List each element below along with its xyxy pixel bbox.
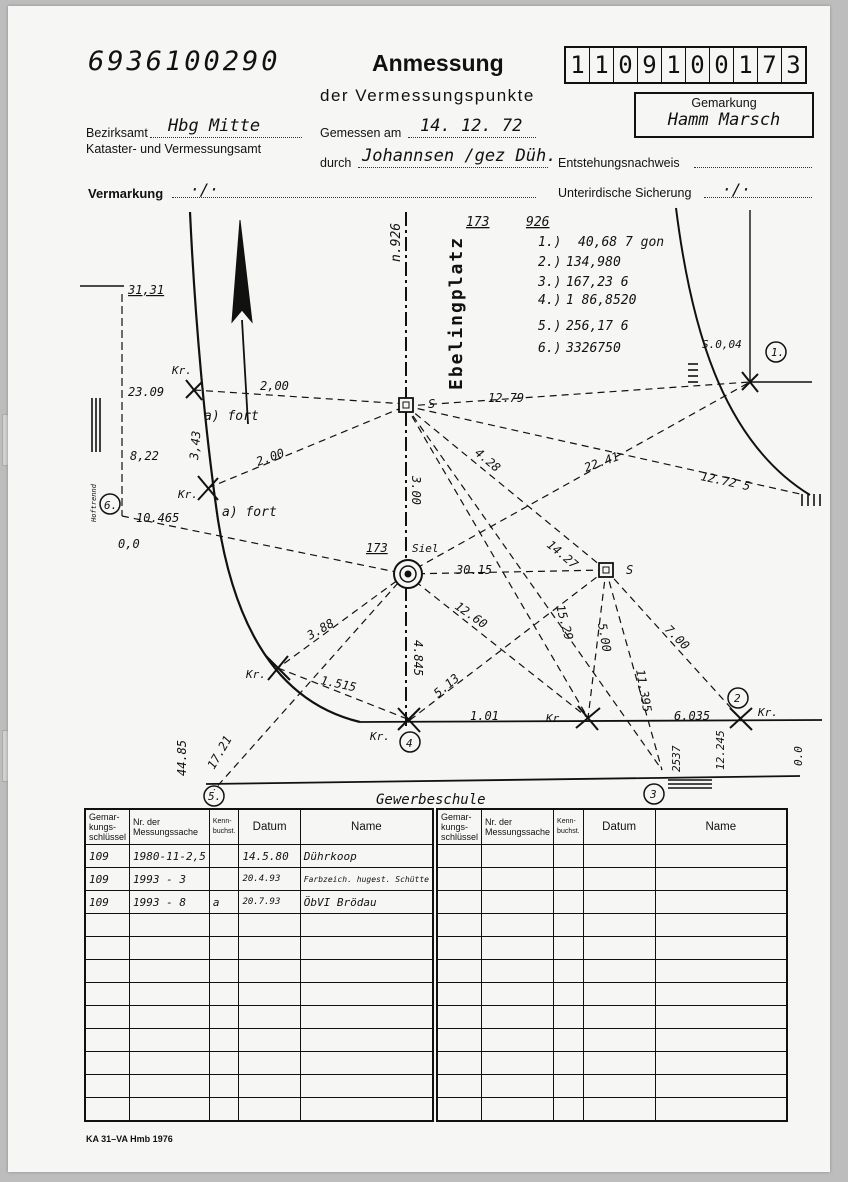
table-row: [437, 845, 787, 868]
distance-label: 12.72 5: [699, 469, 752, 494]
kr-label: Kr.: [546, 712, 566, 725]
distance-label: 12.79: [488, 391, 525, 405]
digit: 1: [566, 48, 590, 82]
register-table-right: [436, 808, 788, 1122]
document-number-left: 6936100290: [88, 46, 281, 77]
page-title: Anmessung: [372, 50, 504, 76]
cell-gemarkung: 109: [85, 868, 130, 891]
angle-header-point: 173: [466, 215, 490, 230]
digit: 0: [614, 48, 638, 82]
angle-value: 167,23 6: [566, 275, 629, 290]
table-row: [437, 1052, 787, 1075]
table-header-row: [85, 809, 433, 845]
distance-label: 3,43: [187, 430, 204, 461]
distance-label: 14.27: [544, 537, 581, 572]
distance-label: 0.0: [792, 746, 805, 766]
cell-datum: 20.7.93: [239, 891, 300, 914]
angle-idx: 2.): [538, 255, 562, 270]
cell-gemarkung: 109: [85, 891, 130, 914]
table-row: [437, 891, 787, 914]
table-row: [85, 914, 433, 937]
header-datum: Datum: [239, 809, 300, 845]
axis-label: n.926: [389, 222, 404, 262]
afort-label: a) fort: [222, 505, 277, 520]
digit: 0: [710, 48, 734, 82]
distance-label: 1.01: [470, 709, 499, 723]
cell-name: ÖbVI Brödau: [300, 891, 433, 914]
table-row: [437, 1098, 787, 1122]
bezirksamt-value: Hbg Mitte: [168, 116, 261, 136]
distance-label: 5.13: [430, 670, 463, 701]
distance-label: 15.29: [553, 603, 576, 642]
table-header-row: [437, 809, 787, 845]
point-label: 173: [366, 541, 388, 555]
table-row: [85, 868, 433, 891]
angle-value: 1 86,8520: [566, 293, 637, 308]
distance-label: 2537: [670, 745, 683, 772]
table-row: [85, 1075, 433, 1098]
bezirksamt-label: Bezirksamt: [86, 126, 148, 140]
cell-nr: 1993 - 8: [130, 891, 210, 914]
header-nr: Nr. der Messungssache: [130, 809, 210, 845]
table-row: [437, 1029, 787, 1052]
form-footer: KA 31–VA Hmb 1976: [86, 1134, 173, 1144]
table-row: [85, 891, 433, 914]
curb-line-left: [190, 212, 360, 722]
table-row: [85, 1052, 433, 1075]
distance-label: 17.21: [204, 733, 235, 772]
table-row: [437, 1075, 787, 1098]
distance-label: 1.515: [319, 673, 358, 695]
point-3-label: 3: [650, 788, 657, 801]
durch-label: durch: [320, 156, 352, 170]
digit: 7: [758, 48, 782, 82]
distance-label: 12.60: [452, 598, 490, 632]
table-row: [437, 914, 787, 937]
s-label: S.0,04: [702, 338, 742, 351]
vermarkung-value: ·/·: [190, 180, 219, 199]
header-kenn: Kenn-buchst.: [209, 809, 239, 845]
siel-label: Siel: [412, 542, 439, 555]
cell-datum: 14.5.80: [239, 845, 300, 868]
cell-kenn: [209, 845, 239, 868]
angle-idx: 4.): [538, 293, 562, 308]
durch-value: Johannsen /gez Düh.: [362, 146, 557, 166]
s-label: S: [428, 397, 436, 411]
kr-label: Kr.: [178, 488, 198, 501]
header-name: Name: [655, 809, 787, 845]
survey-point-s-right: [599, 563, 613, 577]
point-5-label: 5.: [208, 790, 222, 803]
angle-idx: 3.): [538, 275, 562, 290]
distance-label: 22.41: [582, 449, 621, 475]
point-4-label: 4: [406, 737, 413, 750]
table-row: [85, 1098, 433, 1122]
table-row: [85, 960, 433, 983]
distance-label: 4.28: [472, 445, 504, 475]
gemarkung-label: Gemarkung: [691, 96, 757, 110]
afort-label: a) fort: [204, 409, 259, 424]
street-name: Ebelingplatz: [446, 235, 467, 390]
angle-header-ref: 926: [526, 215, 550, 230]
distance-label: 8,22: [130, 449, 159, 463]
school-name: Gewerbeschule: [376, 792, 486, 808]
header-datum: Datum: [583, 809, 655, 845]
angle-value: 256,17 6: [566, 319, 629, 334]
digit: 9: [638, 48, 662, 82]
cell-kenn: [209, 868, 239, 891]
header-name: Name: [300, 809, 433, 845]
entstehung-label: Entstehungsnachweis: [558, 156, 680, 170]
digit: 1: [590, 48, 614, 82]
cell-name: Dührkoop: [300, 845, 433, 868]
unterirdisch-value: ·/·: [722, 180, 751, 199]
header-nr: Nr. der Messungssache: [482, 809, 554, 845]
distance-label: 31,31: [128, 283, 165, 297]
table-row: [437, 960, 787, 983]
vermarkung-label: Vermarkung: [88, 186, 164, 201]
digit: 1: [734, 48, 758, 82]
cell-nr: 1993 - 3: [130, 868, 210, 891]
table-row: [437, 983, 787, 1006]
angle-value: 3326750: [566, 341, 621, 356]
s-label: S: [626, 563, 634, 577]
table-row: [437, 937, 787, 960]
table-row: [437, 1006, 787, 1029]
table-row: [85, 937, 433, 960]
gemessen-value: 14. 12. 72: [420, 116, 523, 136]
digit: 1: [662, 48, 686, 82]
distance-label: 0,0: [118, 537, 140, 551]
table-row: [85, 1006, 433, 1029]
angle-value: 134,980: [566, 255, 621, 270]
digit: 0: [686, 48, 710, 82]
gemarkung-value: Hamm Marsch: [667, 110, 781, 130]
unterirdisch-label: Unterirdische Sicherung: [558, 186, 692, 200]
kr-label: Kr.: [758, 706, 778, 719]
distance-label: 2,00: [260, 379, 289, 393]
table-row: [437, 868, 787, 891]
point-6-label: 6.: [104, 499, 118, 512]
digit: 3: [786, 51, 801, 79]
distance-label: 11.395: [633, 668, 655, 714]
kataster-label: Kataster- und Vermessungsamt: [86, 142, 262, 156]
table-row: [85, 845, 433, 868]
page-subtitle: der Vermessungspunkte: [320, 86, 535, 105]
distance-label: 23.09: [128, 385, 165, 399]
distance-label: 4.845: [411, 640, 425, 677]
cell-kenn: a: [209, 891, 239, 914]
table-row: [85, 983, 433, 1006]
distance-label: 30.15: [456, 563, 493, 577]
distance-label: 7.00: [661, 622, 693, 653]
cell-gemarkung: 109: [85, 845, 130, 868]
register-table-left: [84, 808, 434, 1122]
cell-nr: 1980-11-2,5: [130, 845, 210, 868]
distance-label: 5.00: [595, 622, 614, 653]
cell-datum: 20.4.93: [239, 868, 300, 891]
distance-label: 3.88: [304, 616, 337, 643]
kr-label: Kr.: [246, 668, 266, 681]
hoftrennwand-label: Hoftrennd: [90, 484, 98, 522]
distance-label: 3.00: [409, 476, 423, 505]
distance-label: 10.465: [136, 511, 180, 525]
distance-label: 44.85: [175, 739, 189, 776]
angle-idx: 5.): [538, 319, 562, 334]
north-arrow: [232, 220, 252, 322]
gemessen-label: Gemessen am: [320, 126, 402, 140]
table-row: [85, 1029, 433, 1052]
distance-label: 2.00: [254, 445, 287, 469]
angle-idx: 6.): [538, 341, 562, 356]
kr-label: Kr.: [370, 730, 390, 743]
point-2-label: 2: [734, 692, 741, 705]
header-gemarkung: Gemar-kungs-schlüssel: [437, 809, 482, 845]
angle-value: 40,68 7 gon: [578, 235, 665, 250]
survey-point-s-upper: [399, 398, 413, 412]
header-gemarkung: Gemar-kungs-schlüssel: [85, 809, 130, 845]
point-1-label: 1.: [771, 346, 785, 359]
curb-line-right: [676, 208, 810, 495]
cell-name: Farbzeich. hugest. Schütte: [300, 868, 433, 891]
header-kenn: Kenn-buchst.: [554, 809, 584, 845]
angle-idx: 1.): [538, 235, 562, 250]
distance-label: 6.035: [674, 709, 711, 723]
distance-label: 12.245: [714, 730, 727, 770]
kr-label: Kr.: [172, 364, 192, 377]
